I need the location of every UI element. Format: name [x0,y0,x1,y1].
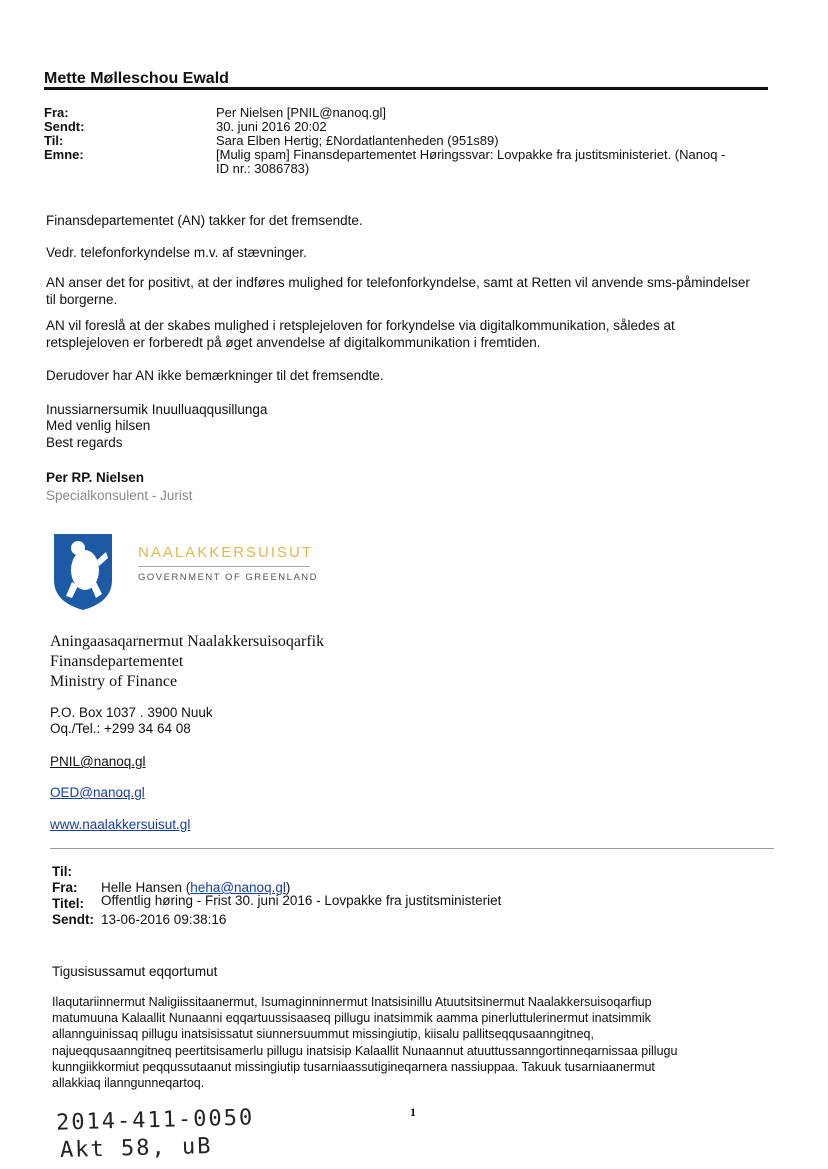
fwd-titel-label: Titel: [52,896,85,911]
fwd-paragraph-line: najueqqusaanngitneq peertitsisamerlu pillugu inatsisip Kalaallit Nunaannut atuuttussanngortinneqarnissaa pillugu [52,1043,678,1058]
org-line: Finansdepartementet [50,653,184,670]
header-value-to: Sara Elben Hertig; £Nordatlantenheden (951s89) [216,133,499,148]
body-line: retsplejeloven er forberedt på øget anvendelse af digitalkommunikation i fremtiden. [46,335,541,350]
fwd-paragraph-line: allannguinissaq pillugu inatsisissatut siunnersuummut missingiutip, kiisalu pallitseqqusaanngitneq, [52,1027,594,1042]
closing-line: Med venlig hilsen [46,418,151,433]
fwd-paragraph [52,994,778,1091]
logo-divider [138,566,310,567]
header-label-sent: Sendt: [44,119,85,134]
email-link-oed[interactable]: OED@nanoq.gl [50,785,145,800]
header-value-from: Per Nielsen [PNIL@nanoq.gl] [216,105,387,120]
page-number: 1 [410,1105,416,1119]
website-link[interactable]: www.naalakkersuisut.gl [50,817,191,832]
logo-wordmark: NAALAKKERSUISUT [138,544,314,561]
fwd-fra-paren: ) [285,880,291,895]
header-value-subject: [Mulig spam] Finansdepartementet Høringssvar: Lovpakke fra justitsministeriet. (Nanoq - [216,147,726,162]
body-line: Derudover har AN ikke bemærkninger til det fremsendte. [46,368,384,383]
body-line: AN vil foreslå at der skabes mulighed i retsplejeloven for forkyndelse via digitalkommunikation, således at [46,318,675,333]
fwd-fra-label: Fra: [52,880,78,895]
header-label-from: Fra: [44,105,69,120]
signature-title: Specialkonsulent - Jurist [46,488,193,503]
forward-divider [50,848,774,849]
fwd-greeting: Tigusisussamut eqqortumut [52,964,218,979]
fwd-paragraph-line: allakkiaq ilanngunneqartoq. [52,1076,205,1091]
sender-name: Mette Mølleschou Ewald [44,70,229,87]
greenland-shield-logo-icon [52,532,114,612]
header-value-sent: 30. juni 2016 20:02 [216,119,327,134]
header-label-to: Til: [44,133,64,148]
header-label-subject: Emne: [44,147,84,162]
handwritten-case-number: 2014-411-0050 [55,1105,255,1136]
fwd-paragraph-line: Ilaqutariinnermut Naligiissitaanermut, Isumaginninnermut Inatsisinillu Atuutsitsinermut Naalakkersuisoqarfiup [52,995,652,1009]
closing-line: Best regards [46,435,123,450]
closing-line: Inussiarnersumik Inuulluaqqusillunga [46,402,268,417]
fwd-fra-name: Helle Hansen ( [101,880,191,895]
org-line: Ministry of Finance [50,673,178,690]
handwritten-act-note: Akt 58, uB [59,1134,213,1163]
phone: Oq./Tel.: +299 34 64 08 [50,721,191,736]
signature-name: Per RP. Nielsen [46,470,145,485]
fwd-til-label: Til: [52,864,72,879]
logo-subtitle: GOVERNMENT OF GREENLAND [138,572,319,583]
fwd-fra-email-link[interactable]: heha@nanoq.gl [190,880,286,895]
body-line: Vedr. telefonforkyndelse m.v. af stævninger. [46,245,307,260]
header-rule [44,87,768,90]
header-value-subject-cont: ID nr.: 3086783) [216,161,310,176]
body-line: Finansdepartementet (AN) takker for det fremsendte. [46,213,363,228]
fwd-sendt-label: Sendt: [52,912,94,927]
body-line: til borgerne. [46,292,118,307]
fwd-paragraph-line: kunngiikkormiut peqqussutaanut missingiutip tusarniaassutigineqarnera nassiuppaa. Takuuk tusarniaanermut [52,1059,655,1074]
fwd-paragraph-line: matumuuna Kalaallit Nunaanni eqqartuussisaaseq pillugu inatsimmik aamma pinerluttulerinermut inatsimmik [52,1011,651,1026]
address: P.O. Box 1037 . 3900 Nuuk [50,705,213,720]
org-line: Aningaasaqarnermut Naalakkersuisoqarfik [50,633,325,650]
email-link-pnil[interactable]: PNIL@nanoq.gl [50,754,146,769]
fwd-sendt-value: 13-06-2016 09:38:16 [101,912,227,927]
body-line: AN anser det for positivt, at der indføres mulighed for telefonforkyndelse, samt at Retten vil anvende sms-påmindelser [46,275,750,290]
fwd-titel-value: Offentlig høring - Frist 30. juni 2016 - Lovpakke fra justitsministeriet [101,893,502,908]
